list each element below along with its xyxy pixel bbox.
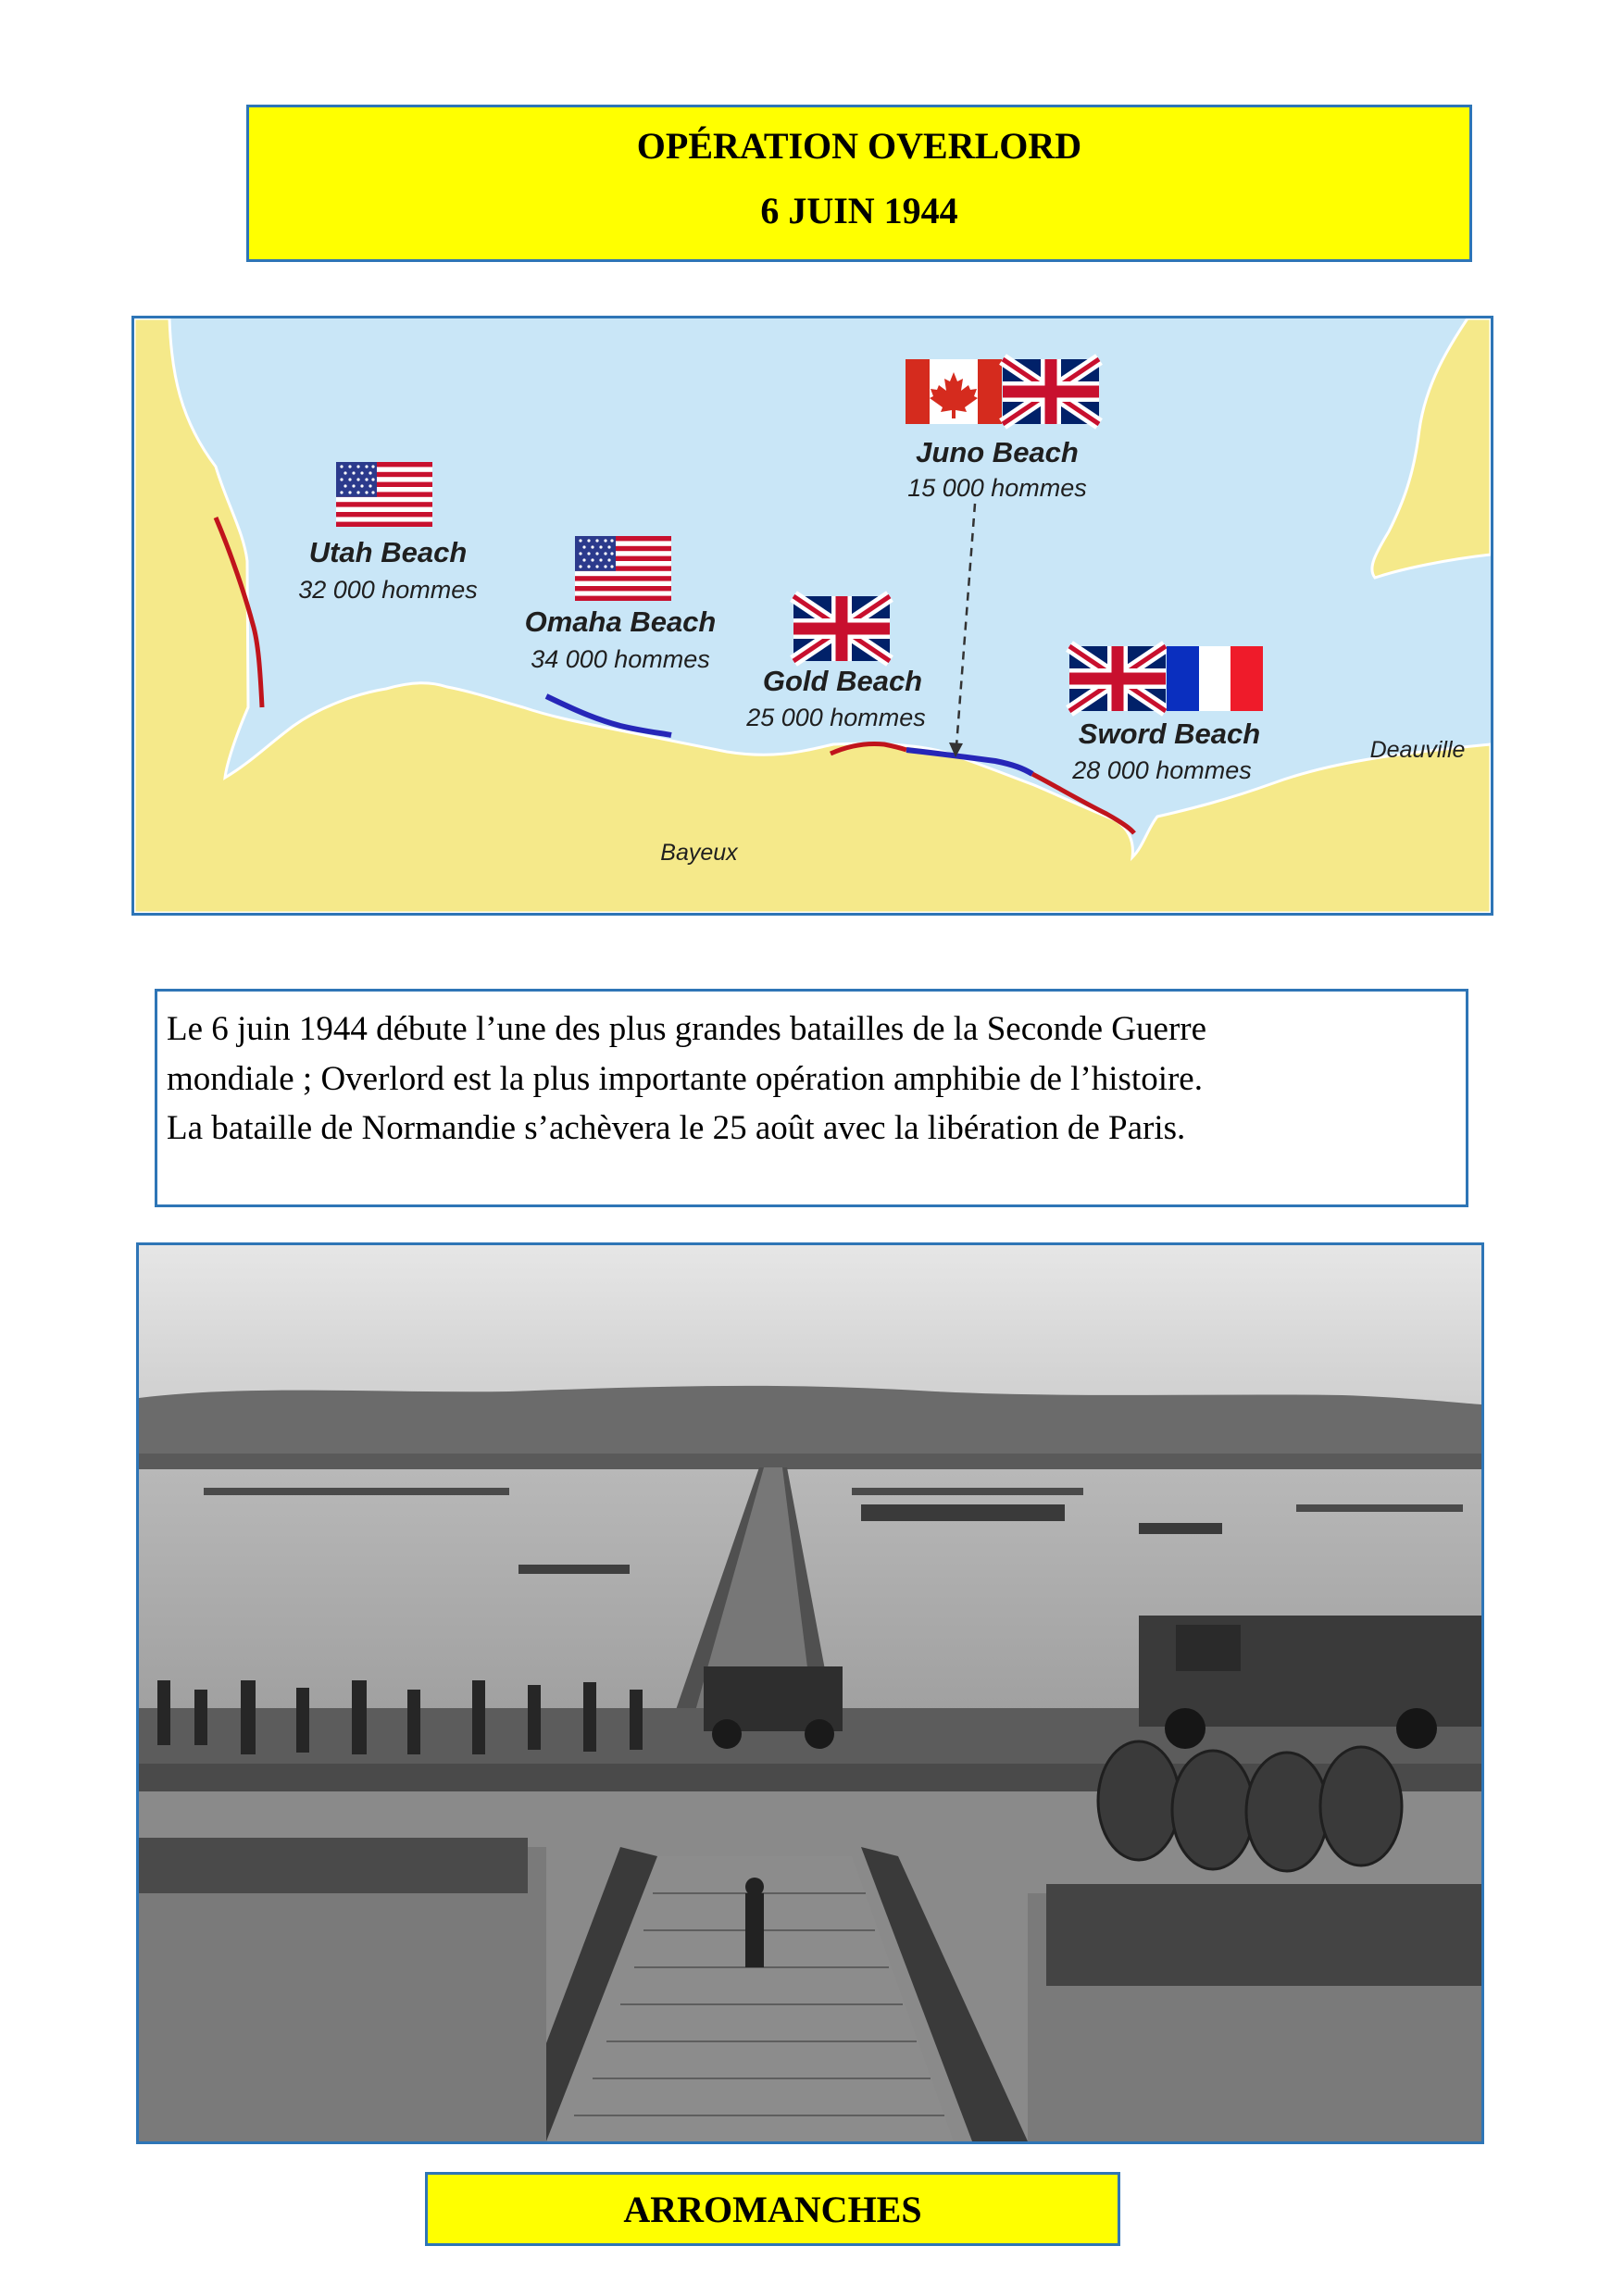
page-date: 6 JUIN 1944 bbox=[760, 190, 958, 231]
intro-text-box bbox=[155, 989, 1468, 1207]
flag-usa-icon bbox=[336, 462, 432, 527]
flag-uk-icon bbox=[793, 596, 890, 661]
beach-name-label: Sword Beach bbox=[1078, 718, 1261, 750]
photo-walking-soldier bbox=[745, 1893, 764, 1967]
photo-sky bbox=[139, 1245, 1481, 1407]
intro-line: La bataille de Normandie s’achèvera le 25 août avec la libération de Paris. bbox=[167, 1109, 1186, 1148]
photo-barge bbox=[861, 1504, 1065, 1521]
beach-men-label: 28 000 hommes bbox=[1072, 756, 1252, 784]
flag-uk-icon bbox=[1003, 359, 1099, 424]
map-graphic bbox=[134, 318, 1491, 913]
title-box bbox=[246, 105, 1472, 262]
flag-usa-icon bbox=[575, 536, 671, 601]
beach-men-label: 15 000 hommes bbox=[907, 474, 1087, 502]
photo-pontoon bbox=[139, 1838, 528, 1893]
beach-men-label: 34 000 hommes bbox=[531, 645, 710, 673]
intro-line: mondiale ; Overlord est la plus importante opération amphibie de l’histoire. bbox=[167, 1059, 1203, 1098]
landing-beaches-map bbox=[131, 316, 1493, 916]
photo-floating-dock bbox=[1296, 1504, 1463, 1512]
caption-box bbox=[425, 2172, 1120, 2246]
photo-boat bbox=[1139, 1523, 1222, 1534]
photo-boat bbox=[518, 1565, 630, 1574]
photo-graphic bbox=[139, 1245, 1481, 2141]
photo-pontoon bbox=[1046, 1884, 1481, 1986]
page-title: OPÉRATION OVERLORD bbox=[636, 125, 1082, 167]
beach-name-label: Gold Beach bbox=[762, 665, 923, 697]
intro-line: Le 6 juin 1944 débute l’une des plus grandes batailles de la Seconde Guerre bbox=[167, 1010, 1207, 1048]
town-label-bayeux: Bayeux bbox=[660, 840, 738, 866]
flag-uk-icon bbox=[1069, 646, 1166, 711]
town-label-deauville: Deauville bbox=[1369, 737, 1466, 763]
photo-caption: ARROMANCHES bbox=[623, 2189, 922, 2230]
beach-name-label: Utah Beach bbox=[308, 536, 468, 568]
beach-name-label: Juno Beach bbox=[916, 436, 1079, 468]
photo-floating-dock bbox=[204, 1488, 509, 1495]
beach-men-label: 32 000 hommes bbox=[298, 576, 478, 604]
flag-france-icon bbox=[1167, 646, 1263, 711]
arromanches-photo bbox=[136, 1242, 1484, 2144]
beach-name-label: Omaha Beach bbox=[524, 605, 717, 638]
beach-men-label: 25 000 hommes bbox=[746, 704, 926, 731]
flag-canada-icon bbox=[906, 359, 1002, 424]
photo-floating-dock bbox=[852, 1488, 1083, 1495]
